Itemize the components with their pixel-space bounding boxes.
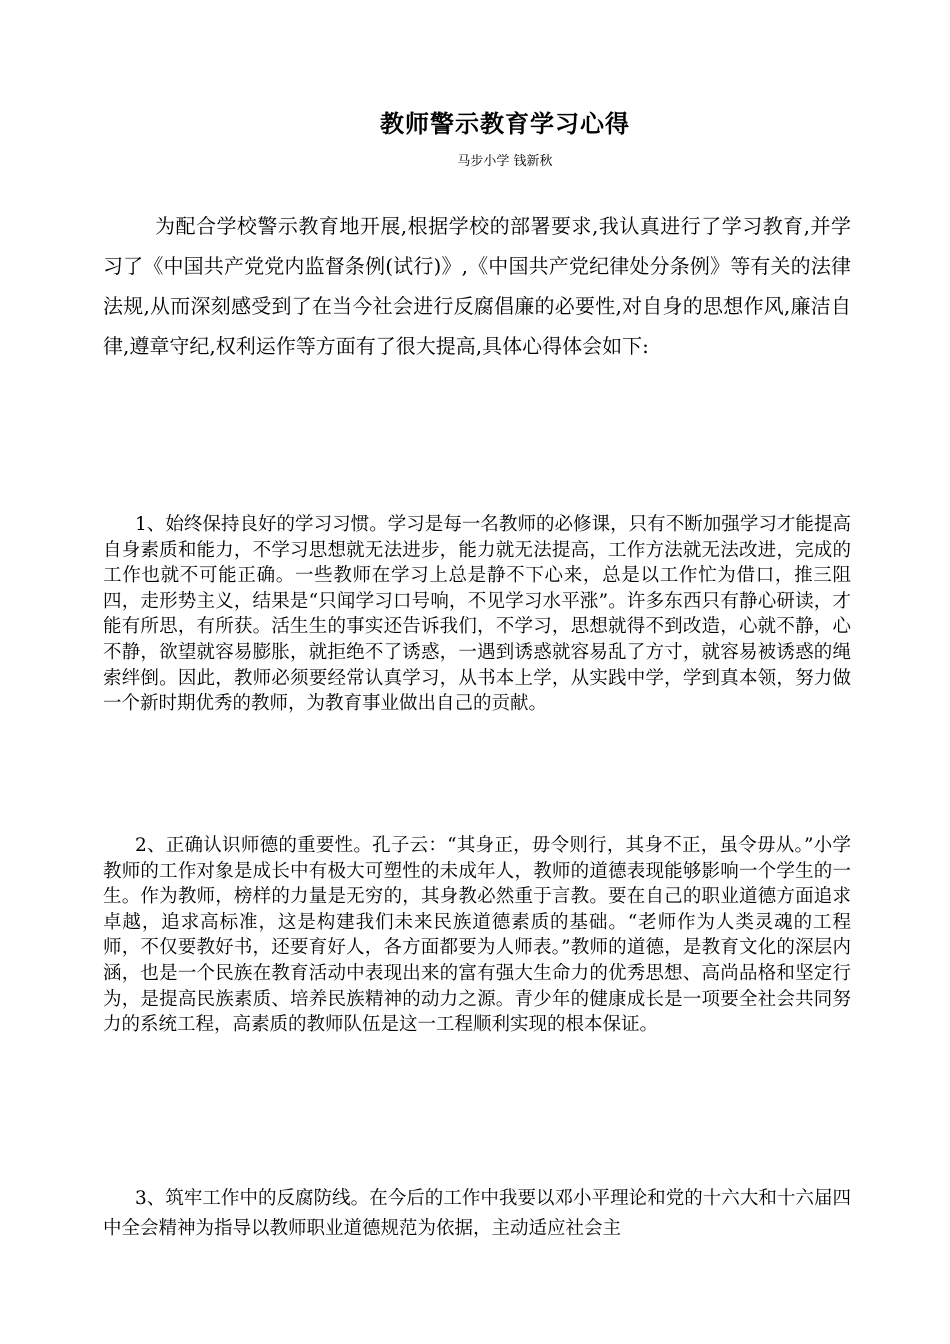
document-title: 教师警示教育学习心得 bbox=[380, 110, 630, 138]
intro-paragraph: 为配合学校警示教育地开展,根据学校的部署要求,我认真进行了学习教育,并学习了《中国共产党党内监督条例(试行)》,《中国共产党纪律处分条例》等有关的法律法规,从而深刻感受到了在当今社会进行反腐倡廉的必要性,对自身的思想作风,廉洁自律,遵章守纪,权利运作等方面有了很大提高,具体心得体会如下: bbox=[103, 214, 851, 358]
section-3-paragraph: 3、筑牢工作中的反腐防线。在今后的工作中我要以邓小平理论和党的十六大和十六届四中全会精神为指导以教师职业道德规范为依据，主动适应社会主 bbox=[103, 1188, 851, 1239]
author-line: 马步小学 钱新秋 bbox=[457, 154, 553, 169]
section-1-paragraph: 1、始终保持良好的学习习惯。学习是每一名教师的必修课，只有不断加强学习才能提高自身素质和能力，不学习思想就无法进步，能力就无法提高，工作方法就无法改进，完成的工作也就不可能正确。一些教师在学习上总是静不下心来，总是以工作忙为借口，推三阻四，走形势主义，结果是“只闻学习口号响，不见学习水平涨”。许多东西只有静心研读，才能有所思，有所获。活生生的事实还告诉我们，不学习，思想就得不到改造，心就不静，心不静，欲望就容易膨胀，就拒绝不了诱惑，一遇到诱惑就容易乱了方寸，就容易被诱惑的绳索绊倒。因此，教师必须要经常认真学习，从书本上学，从实践中学，学到真本领，努力做一个新时期优秀的教师，为教育事业做出自己的贡献。 bbox=[103, 514, 851, 715]
section-2-paragraph: 2、正确认识师德的重要性。孔子云：“其身正，毋令则行，其身不正，虽令毋从。”小学教师的工作对象是成长中有极大可塑性的未成年人，教师的道德表现能够影响一个学生的一生。作为教师，榜样的力量是无穷的，其身教必然重于言教。要在自己的职业道德方面追求卓越，追求高标准，这是构建我们未来民族道德素质的基础。“老师作为人类灵魂的工程师，不仅要教好书，还要育好人，各方面都要为人师表。”教师的道德，是教育文化的深层内涵，也是一个民族在教育活动中表现出来的富有强大生命力的优秀思想、高尚品格和坚定行为，是提高民族素质、培养民族精神的动力之源。青少年的健康成长是一项要全社会共同努力的系统工程，高素质的教师队伍是这一工程顺利实现的根本保证。 bbox=[103, 835, 851, 1036]
